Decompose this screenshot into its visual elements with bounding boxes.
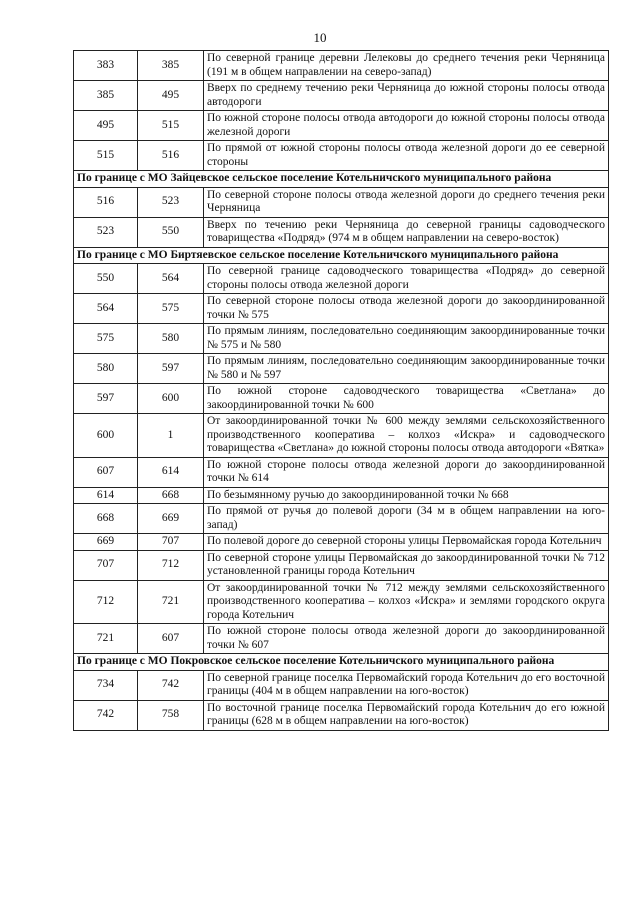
point-to-cell: 575 [138, 294, 204, 324]
table-row [74, 670, 609, 700]
point-to-cell: 758 [138, 700, 204, 730]
description-cell: По полевой дороге до северной стороны улицы Первомайская города Котельнич [204, 534, 609, 551]
description-cell: По северной стороне улицы Первомайская до закоординированной точки № 712 установленной границы города Котельнич [204, 550, 609, 580]
point-from-cell: 575 [74, 324, 138, 354]
table-row [74, 264, 609, 294]
description-cell: От закоординированной точки № 600 между землями сельскохозяйственного производственного кооператива – колхоз «Искра» и садоводческого товарищества «Светлана» до южной стороны полосы отвода автодороги «Вятка» [204, 414, 609, 458]
point-from-cell: 597 [74, 384, 138, 414]
point-to-cell: 600 [138, 384, 204, 414]
description-cell: По южной стороне полосы отвода автодороги до южной стороны полосы отвода железной дороги [204, 111, 609, 141]
point-from-cell: 383 [74, 51, 138, 81]
boundary-table-body [74, 51, 609, 731]
point-from-cell: 385 [74, 81, 138, 111]
point-from-cell: 495 [74, 111, 138, 141]
point-to-cell: 597 [138, 354, 204, 384]
description-cell: По северной границе садоводческого товарищества «Подряд» до северной стороны полосы отвода железной дороги [204, 264, 609, 294]
point-to-cell: 607 [138, 624, 204, 654]
table-row [74, 217, 609, 247]
point-to-cell: 721 [138, 580, 204, 624]
boundary-table [73, 50, 609, 731]
table-row [74, 580, 609, 624]
point-from-cell: 515 [74, 141, 138, 171]
point-from-cell: 550 [74, 264, 138, 294]
description-cell: По безымянному ручью до закоординированной точки № 668 [204, 487, 609, 504]
point-to-cell: 742 [138, 670, 204, 700]
description-cell: По южной стороне полосы отвода железной дороги до закоординированной точки № 607 [204, 624, 609, 654]
page-number: 10 [313, 30, 327, 45]
point-from-cell: 742 [74, 700, 138, 730]
point-to-cell: 707 [138, 534, 204, 551]
table-row [74, 384, 609, 414]
point-from-cell: 516 [74, 187, 138, 217]
table-row [74, 294, 609, 324]
table-row [74, 354, 609, 384]
point-to-cell: 580 [138, 324, 204, 354]
table-row [74, 700, 609, 730]
section-title: По границе с МО Биртяевское сельское поселение Котельничского муниципального района [74, 247, 609, 264]
table-row [74, 324, 609, 354]
point-to-cell: 712 [138, 550, 204, 580]
section-header-row [74, 171, 609, 188]
point-to-cell: 564 [138, 264, 204, 294]
table-row [74, 414, 609, 458]
table-row [74, 141, 609, 171]
point-from-cell: 564 [74, 294, 138, 324]
table-row [74, 457, 609, 487]
point-from-cell: 712 [74, 580, 138, 624]
section-title: По границе с МО Покровское сельское поселение Котельничского муниципального района [74, 654, 609, 671]
point-to-cell: 668 [138, 487, 204, 504]
point-from-cell: 523 [74, 217, 138, 247]
point-from-cell: 580 [74, 354, 138, 384]
description-cell: По прямой от южной стороны полосы отвода железной дороги до ее северной стороны [204, 141, 609, 171]
point-from-cell: 668 [74, 504, 138, 534]
description-cell: По северной стороне полосы отвода железной дороги до среднего течения реки Черняница [204, 187, 609, 217]
table-row [74, 504, 609, 534]
description-cell: По северной границе поселка Первомайский города Котельнич до его восточной границы (404 м в общем направлении на юго-восток) [204, 670, 609, 700]
table-row [74, 624, 609, 654]
point-from-cell: 734 [74, 670, 138, 700]
point-to-cell: 614 [138, 457, 204, 487]
section-title: По границе с МО Зайцевское сельское поселение Котельничского муниципального района [74, 171, 609, 188]
point-from-cell: 707 [74, 550, 138, 580]
description-cell: По прямой от ручья до полевой дороги (34 м в общем направлении на юго-запад) [204, 504, 609, 534]
table-row [74, 187, 609, 217]
description-cell: По прямым линиям, последовательно соединяющим закоординированные точки № 575 и № 580 [204, 324, 609, 354]
point-to-cell: 669 [138, 504, 204, 534]
description-cell: От закоординированной точки № 712 между землями сельскохозяйственного производственного кооператива – колхоз «Искра» и землями городского округа города Котельнич [204, 580, 609, 624]
table-row [74, 534, 609, 551]
point-to-cell: 523 [138, 187, 204, 217]
section-header-row [74, 654, 609, 671]
description-cell: По восточной границе поселка Первомайский города Котельнич до его южной границы (628 м в общем направлении на юго-восток) [204, 700, 609, 730]
point-from-cell: 669 [74, 534, 138, 551]
description-cell: Вверх по среднему течению реки Черняница до южной стороны полосы отвода автодороги [204, 81, 609, 111]
table-row [74, 81, 609, 111]
description-cell: Вверх по течению реки Черняница до северной границы садоводческого товарищества «Подряд» (974 м в общем направлении на северо-восток) [204, 217, 609, 247]
point-to-cell: 516 [138, 141, 204, 171]
point-to-cell: 515 [138, 111, 204, 141]
point-to-cell: 495 [138, 81, 204, 111]
table-row [74, 487, 609, 504]
section-header-row [74, 247, 609, 264]
point-from-cell: 607 [74, 457, 138, 487]
point-to-cell: 550 [138, 217, 204, 247]
description-cell: По северной стороне полосы отвода железной дороги до закоординированной точки № 575 [204, 294, 609, 324]
table-row [74, 51, 609, 81]
table-row [74, 550, 609, 580]
description-cell: По северной границе деревни Лелековы до среднего течения реки Черняница (191 м в общем направлении на северо-запад) [204, 51, 609, 81]
point-to-cell: 385 [138, 51, 204, 81]
point-from-cell: 600 [74, 414, 138, 458]
point-from-cell: 614 [74, 487, 138, 504]
description-cell: По южной стороне садоводческого товарищества «Светлана» до закоординированной точки № 600 [204, 384, 609, 414]
description-cell: По прямым линиям, последовательно соединяющим закоординированные точки № 580 и № 597 [204, 354, 609, 384]
point-from-cell: 721 [74, 624, 138, 654]
point-to-cell: 1 [138, 414, 204, 458]
table-row [74, 111, 609, 141]
description-cell: По южной стороне полосы отвода железной дороги до закоординированной точки № 614 [204, 457, 609, 487]
